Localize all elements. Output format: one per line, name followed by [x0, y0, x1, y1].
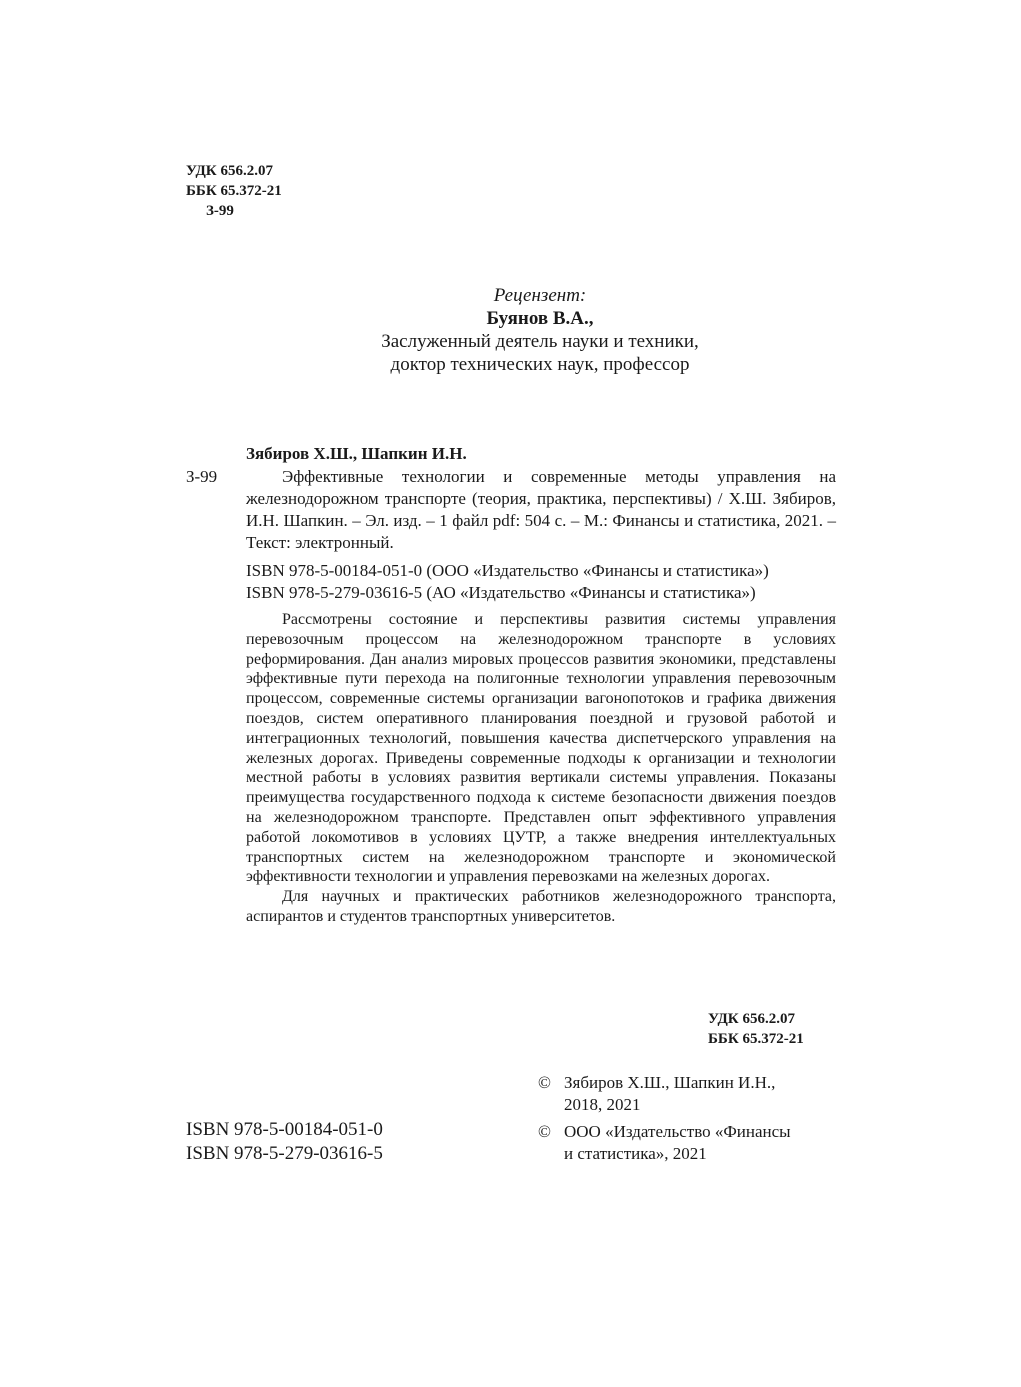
bibliographic-record — [246, 466, 836, 927]
record-authors: Зябиров Х.Ш., Шапкин И.Н. — [246, 444, 467, 463]
bbk-code-bottom: ББК 65.372-21 — [708, 1031, 804, 1047]
isbn-block — [186, 1118, 383, 1166]
author-mark: З-99 — [206, 203, 234, 219]
reviewer-block — [250, 284, 830, 376]
reviewer-title-line1: Заслуженный деятель науки и техники, — [381, 331, 699, 352]
copyright-icon: © — [538, 1073, 551, 1092]
copyright-icon: © — [538, 1122, 551, 1141]
record-isbn-1: ISBN 978-5-00184-051-0 (ООО «Издательство «Финансы и статистика») — [246, 561, 769, 580]
copyright-publisher-line1: ООО «Издательство «Финансы — [564, 1122, 791, 1141]
record-isbn-2: ISBN 978-5-279-03616-5 (АО «Издательство «Финансы и статистика») — [246, 583, 756, 602]
udk-code: УДК 656.2.07 — [186, 163, 273, 179]
reviewer-name: Буянов В.А., — [486, 308, 594, 329]
copyright-authors-line1: Зябиров Х.Ш., Шапкин И.Н., — [564, 1073, 776, 1092]
copyright-publisher — [538, 1121, 848, 1165]
copyright-publisher-line2: и статистика», 2021 — [564, 1144, 707, 1163]
isbn-line-1: ISBN 978-5-00184-051-0 — [186, 1119, 383, 1140]
bbk-code: ББК 65.372-21 — [186, 183, 282, 199]
record-audience: Для научных и практических работников железнодорожного транспорта, аспирантов и студентов транспортных университетов. — [246, 888, 836, 925]
isbn-line-2: ISBN 978-5-279-03616-5 — [186, 1143, 383, 1164]
record-author-mark: З-99 — [186, 467, 218, 486]
reviewer-label: Рецензент: — [493, 285, 587, 306]
copyright-block — [538, 1072, 848, 1165]
reviewer-title-line2: доктор технических наук, профессор — [390, 354, 690, 375]
record-annotation: Рассмотрены состояние и перспективы развития системы управления перевозочным процессом на железнодорожном транспорте в условиях реформирования. Дан анализ мировых процессов развития экономики, представлены эффективные пути перехода на полигонные технологии управления перевозочным процессом, современные системы организации вагонопотоков и графика движения поездов, систем оперативного планирования поездной и грузовой работой и интеграционных технологий, повышения качества диспетчерского управления на железных дорогах. Приведены современные подходы к организации и технологии местной работы в условиях развития вертикали системы управления. Показаны преимущества государственного подхода к системе безопасности движения поездов на железнодорожном транспорте. Представлен опыт эффективного управления работой локомотивов в условиях ЦУТР, а также внедрения интеллектуальных транспортных систем на железнодорожном транспорте и экономической эффективности технологии и управления перевозками на железных дорогах. — [246, 611, 836, 886]
copyright-authors — [538, 1072, 848, 1116]
classification-codes-bottom — [708, 1009, 804, 1049]
classification-codes-top — [186, 161, 282, 221]
record-description: Эффективные технологии и современные методы управления на железнодорожном транспорте (теория, практика, перспективы) / Х.Ш. Зябиров, И.Н. Шапкин. – Эл. изд. – 1 файл pdf: 504 с. – М.: Финансы и статистика, 2021. – Текст: электронный. — [246, 467, 836, 552]
udk-code-bottom: УДК 656.2.07 — [708, 1011, 795, 1027]
copyright-authors-line2: 2018, 2021 — [564, 1095, 641, 1114]
